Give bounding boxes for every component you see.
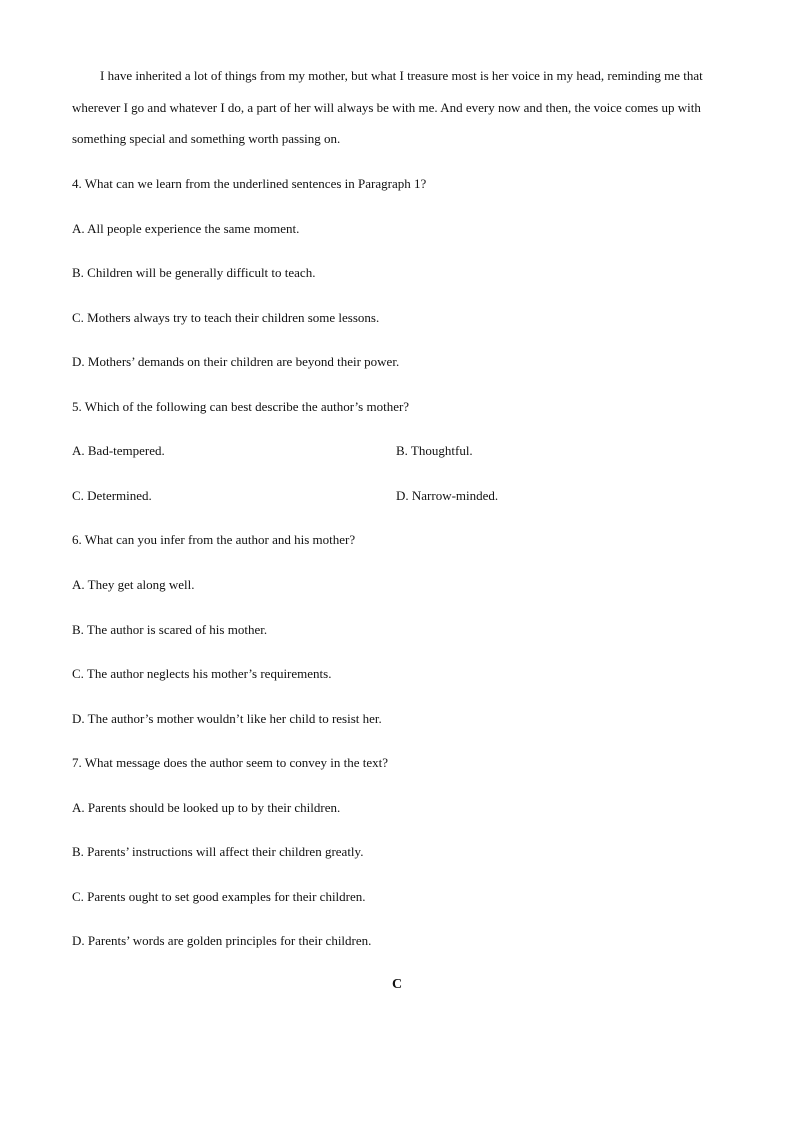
question-4-option-b: B. Children will be generally difficult to teach. (72, 265, 316, 280)
question-7-option-d: D. Parents’ words are golden principles for their children. (72, 933, 372, 948)
question-6-stem: 6. What can you infer from the author and his mother? (72, 532, 356, 547)
question-4-option-d: D. Mothers’ demands on their children are beyond their power. (72, 354, 400, 369)
question-5-option-d: D. Narrow-minded. (396, 488, 499, 503)
question-4-option-a: A. All people experience the same moment. (72, 221, 300, 236)
question-5-stem: 5. Which of the following can best describe the author’s mother? (72, 399, 410, 414)
section-heading-c: C (391, 977, 403, 992)
passage-paragraph: I have inherited a lot of things from my mother, but what I treasure most is her voice in my head, reminding me that wherever I go and whatever I do, a part of her will always be with me. And every now and then, the voice comes up with something special and something worth passing on. (72, 68, 703, 146)
question-4-stem: 4. What can we learn from the underlined sentences in Paragraph 1? (72, 176, 427, 191)
question-7-stem: 7. What message does the author seem to convey in the text? (72, 755, 388, 770)
question-6-option-a: A. They get along well. (72, 577, 195, 592)
question-5-option-b: B. Thoughtful. (396, 443, 473, 458)
question-5-option-a: A. Bad-tempered. (72, 443, 165, 458)
question-7-option-b: B. Parents’ instructions will affect their children greatly. (72, 844, 364, 859)
question-5-option-c: C. Determined. (72, 488, 152, 503)
question-6-option-b: B. The author is scared of his mother. (72, 622, 268, 637)
question-6-option-d: D. The author’s mother wouldn’t like her child to resist her. (72, 711, 382, 726)
question-7-option-a: A. Parents should be looked up to by their children. (72, 800, 341, 815)
question-7-option-c: C. Parents ought to set good examples for their children. (72, 889, 366, 904)
question-4-option-c: C. Mothers always try to teach their children some lessons. (72, 310, 380, 325)
question-6-option-c: C. The author neglects his mother’s requirements. (72, 666, 332, 681)
